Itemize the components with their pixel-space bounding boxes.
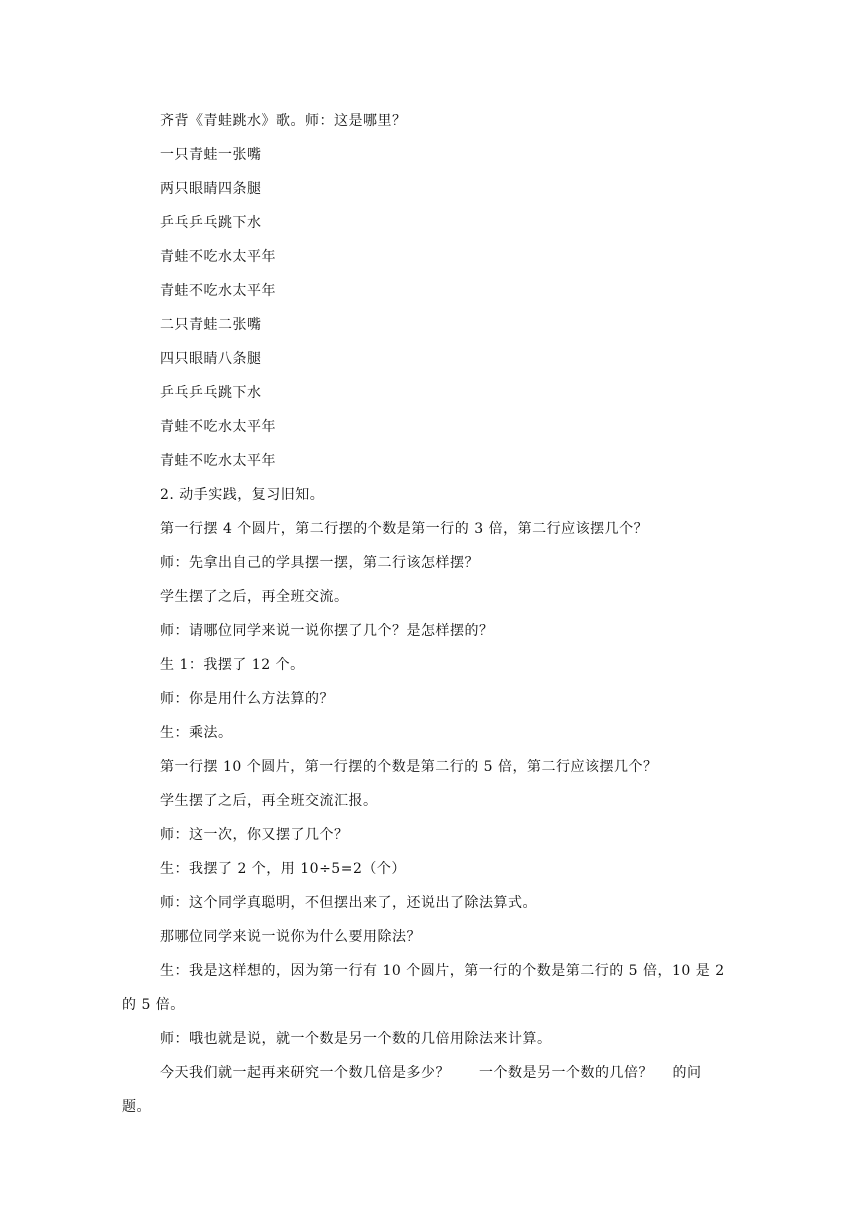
text-line: 师：这个同学真聪明，不但摆出来了，还说出了除法算式。 [160, 895, 537, 911]
text-line: 青蛙不吃水太平年 [160, 453, 276, 469]
text-line: 四只眼睛八条腿 [160, 351, 262, 367]
text-line: 师：先拿出自己的学具摆一摆，第二行该怎样摆？ [160, 555, 479, 571]
text-line: 学生摆了之后，再全班交流。 [160, 589, 349, 605]
text-line: 青蛙不吃水太平年 [160, 419, 276, 435]
text-line: 生：我是这样想的，因为第一行有 10 个圆片，第一行的个数是第二行的 5 倍，10 是 2 [160, 963, 725, 979]
text-line: 学生摆了之后，再全班交流汇报。 [160, 793, 378, 809]
text-line: 的 5 倍。 [122, 997, 185, 1013]
text-line: 题。 [122, 1099, 151, 1115]
text-line: 乒乓乒乓跳下水 [160, 385, 262, 401]
text-line: 师：这一次，你又摆了几个？ [160, 827, 349, 843]
text-line: 第一行摆 10 个圆片，第一行摆的个数是第二行的 5 倍，第二行应该摆几个？ [160, 759, 658, 775]
text-line: 二只青蛙二张嘴 [160, 317, 262, 333]
text-line: 第一行摆 4 个圆片，第二行摆的个数是第一行的 3 倍，第二行应该摆几个？ [160, 521, 649, 537]
text-line: 那哪位同学来说一说你为什么要用除法？ [160, 929, 421, 945]
text-line: 生 1：我摆了 12 个。 [160, 657, 305, 673]
text-line: 一只青蛙一张嘴 [160, 147, 262, 163]
text-line: 师：请哪位同学来说一说你摆了几个？是怎样摆的？ [160, 623, 494, 639]
text-line: 青蛙不吃水太平年 [160, 283, 276, 299]
text-line: 师：哦也就是说，就一个数是另一个数的几倍用除法来计算。 [160, 1031, 552, 1047]
text-line: 两只眼睛四条腿 [160, 181, 262, 197]
text-line: 齐背《青蛙跳水》歌。师：这是哪里？ [160, 113, 407, 129]
text-line: 生：乘法。 [160, 725, 233, 741]
text-line: 师：你是用什么方法算的？ [160, 691, 334, 707]
text-line: 乒乓乒乓跳下水 [160, 215, 262, 231]
text-line: 今天我们就一起再来研究一个数几倍是多少？ 一个数是另一个数的几倍？ 的问 [160, 1065, 702, 1081]
text-line: 青蛙不吃水太平年 [160, 249, 276, 265]
section-heading: 2. 动手实践，复习旧知。 [160, 487, 325, 503]
text-line: 生：我摆了 2 个，用 10÷5=2（个） [160, 861, 406, 877]
